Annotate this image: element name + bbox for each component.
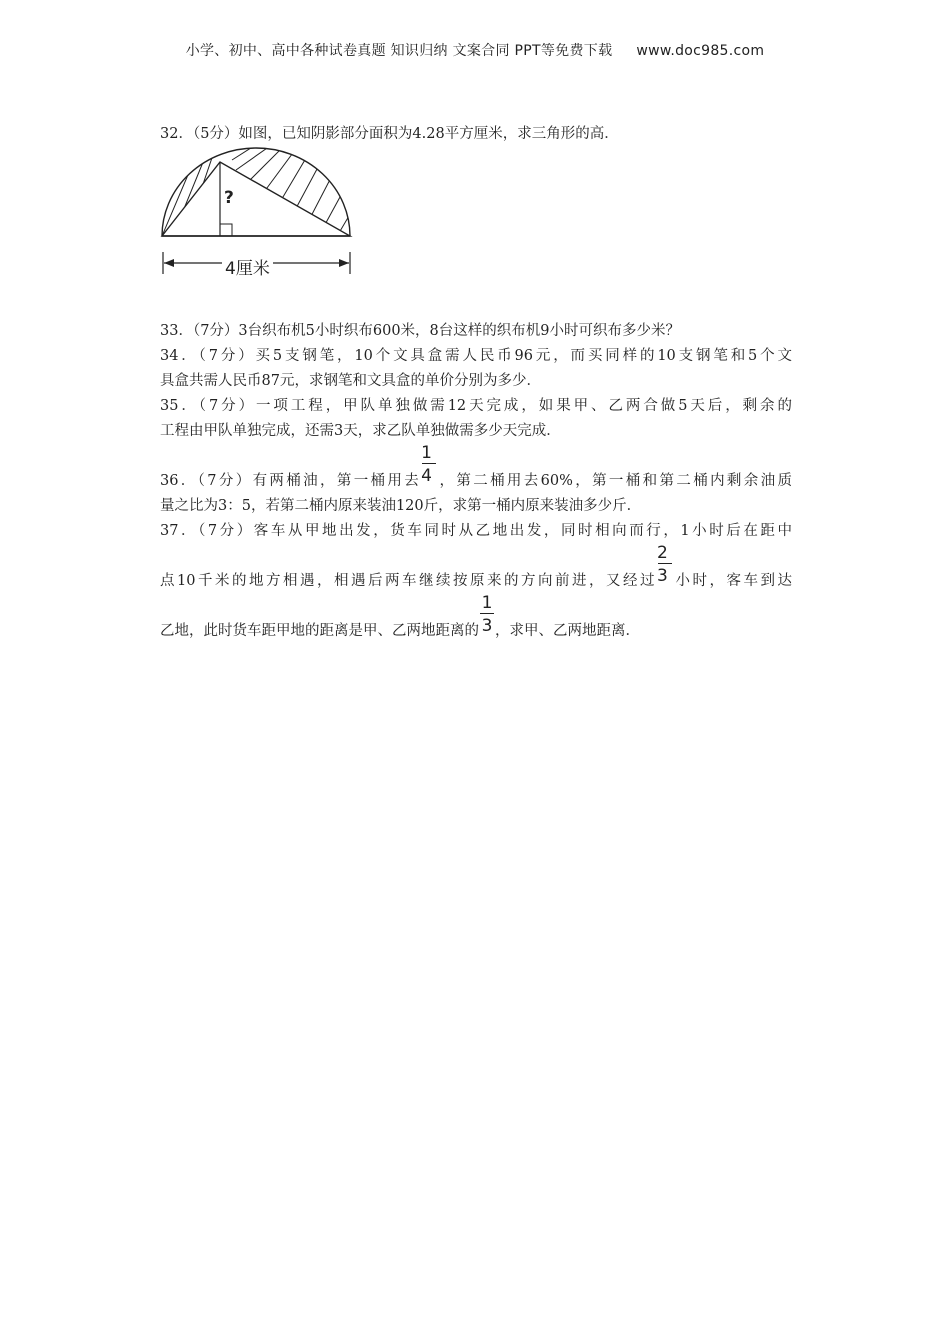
question-35-line2: 工程由甲队单独完成，还需3天，求乙队单独做需多少天完成． [160,423,561,439]
question-33-text: 33．（7分）3台织布机5小时织布600米，8台这样的织布机9小时可织布多少米？ [160,323,681,339]
header-text: 小学、初中、高中各种试卷真题 知识归纳 文案合同 PPT等免费下载 [185,43,613,59]
fraction-numerator: 1 [481,593,493,613]
question-37-line3-after: ，求甲、乙两地距离． [495,623,640,639]
fraction-denominator: 3 [657,566,668,586]
question-37-line2 [160,543,793,594]
fraction-numerator: 2 [657,543,668,563]
question-36-line1-after: ，第二桶用去60%，第一桶和第二桶内剩余油质 [437,473,792,489]
fraction-denominator: 4 [421,466,432,486]
base-length-label: 4厘米 [222,254,273,279]
question-35-line1: 35．（7分）一项工程，甲队单独做需12天完成，如果甲、乙两合做5天后，剩余的 [160,398,792,414]
fraction-numerator: 1 [421,443,432,463]
question-36-line1-before: 36．（7分）有两桶油，第一桶用去 [160,473,422,489]
header-site: www.doc985.com [636,43,765,59]
height-question-mark: ? [224,188,234,208]
fraction-denominator: 3 [481,616,493,636]
question-37-line1: 37．（7分）客车从甲地出发，货车同时从乙地出发，同时相向而行，1小时后在距中 [160,523,792,539]
question-32-text: 32．（5分）如图，已知阴影部分面积为4.28平方厘米，求三角形的高． [160,126,619,142]
question-34-line2: 具盒共需人民币87元，求钢笔和文具盒的单价分别为多少． [160,373,541,389]
question-37-line3 [160,593,640,644]
page-header [0,40,950,60]
question-37-line2-before: 点10千米的地方相遇，相遇后两车继续按原来的方向前进，又经过 [160,573,657,589]
arrow-right-icon [339,259,349,267]
question-36-line1 [160,443,792,494]
question-34-line1: 34．（7分）买5支钢笔，10个文具盒需人民币96元，而买同样的10支钢笔和5个文 [160,348,792,364]
arrow-left-icon [164,259,174,267]
question-36-line2: 量之比为3：5，若第二桶内原来装油120斤，求第一桶内原来装油多少斤． [160,498,642,514]
fraction-one-third [479,593,495,636]
fraction-two-thirds [657,543,673,586]
question-37-line2-after: 小时，客车到达 [673,573,793,589]
fraction-one-quarter [421,443,437,486]
question-37-line3-before: 乙地，此时货车距甲地的距离是甲、乙两地距离的 [160,623,479,639]
